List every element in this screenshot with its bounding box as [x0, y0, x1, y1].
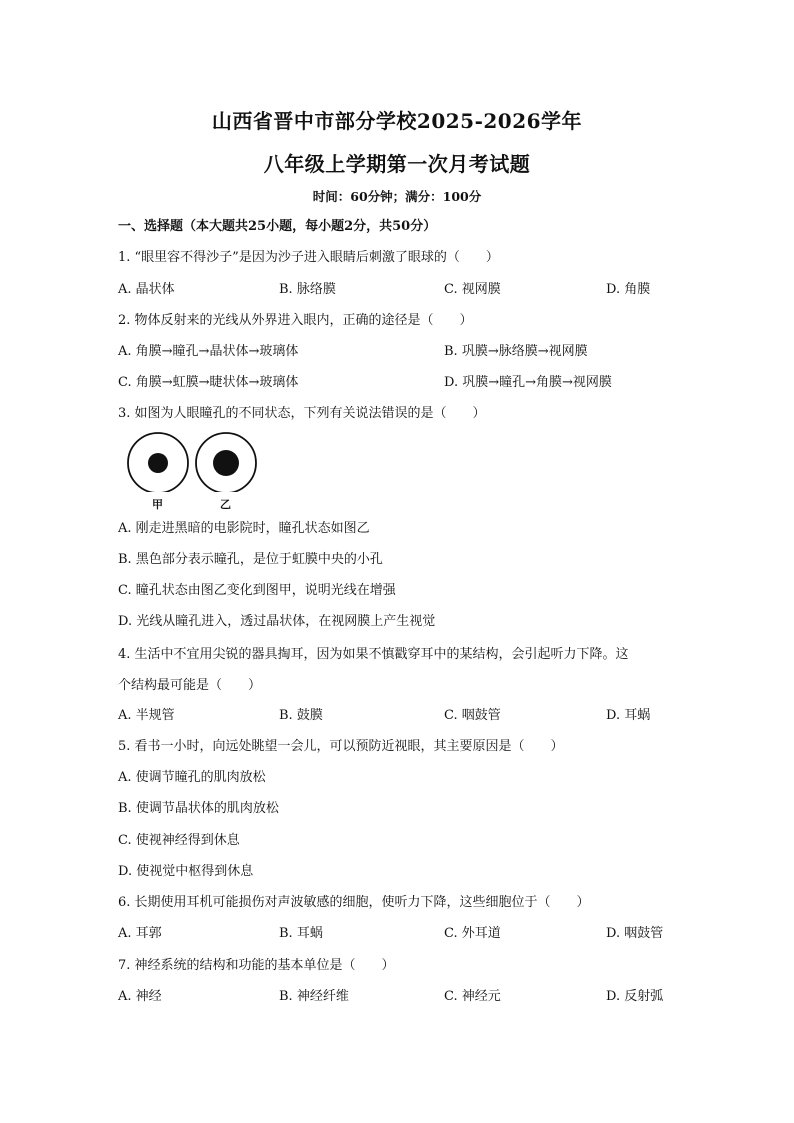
q6-option-d: D. 咽鼓管 [606, 926, 664, 941]
q1-option-b: B. 脉络膜 [279, 282, 336, 297]
q7-option-b: B. 神经纤维 [279, 989, 349, 1004]
q4-option-d: D. 耳蜗 [606, 708, 651, 723]
q2-option-a: A. 角膜→瞳孔→晶状体→玻璃体 [118, 344, 299, 359]
q5-option-d: D. 使视觉中枢得到休息 [118, 864, 254, 879]
question-4-stem-line2: 个结构最可能是（ ） [118, 678, 262, 693]
q3-option-d: D. 光线从瞳孔进入，透过晶状体，在视网膜上产生视觉 [118, 614, 436, 629]
exam-title-line2: 八年级上学期第一次月考试题 [263, 152, 531, 176]
pupil-yi [213, 450, 239, 476]
q5-option-c: C. 使视神经得到休息 [118, 833, 240, 848]
section-heading: 一、选择题（本大题共25小题，每小题2分，共50分） [118, 219, 437, 234]
q7-option-d: D. 反射弧 [606, 989, 664, 1004]
figure-label-yi: 乙 [220, 498, 231, 511]
q6-option-b: B. 耳蜗 [279, 926, 323, 941]
q2-option-d: D. 巩膜→瞳孔→角膜→视网膜 [444, 375, 612, 390]
q7-option-c: C. 神经元 [444, 989, 501, 1004]
figure-label-jia: 甲 [152, 498, 163, 511]
q5-option-a: A. 使调节瞳孔的肌肉放松 [118, 770, 266, 785]
pupil-figure [126, 432, 266, 512]
q4-option-b: B. 鼓膜 [279, 708, 323, 723]
pupil-diagram [126, 432, 266, 492]
q4-option-c: C. 咽鼓管 [444, 708, 501, 723]
question-2-stem: 2. 物体反射来的光线从外界进入眼内，正确的途径是（ ） [118, 313, 473, 328]
q2-option-c: C. 角膜→虹膜→睫状体→玻璃体 [118, 375, 299, 390]
q4-option-a: A. 半规管 [118, 708, 175, 723]
question-7-stem: 7. 神经系统的结构和功能的基本单位是（ ） [118, 958, 395, 973]
question-6-stem: 6. 长期使用耳机可能损伤对声波敏感的细胞，使听力下降，这些细胞位于（ ） [118, 895, 590, 910]
question-5-stem: 5. 看书一小时，向远处眺望一会儿，可以预防近视眼，其主要原因是（ ） [118, 739, 564, 754]
q6-option-a: A. 耳郭 [118, 926, 162, 941]
q5-option-b: B. 使调节晶状体的肌肉放松 [118, 801, 279, 816]
q3-option-b: B. 黑色部分表示瞳孔，是位于虹膜中央的小孔 [118, 552, 383, 567]
q7-option-a: A. 神经 [118, 989, 162, 1004]
q1-option-a: A. 晶状体 [118, 282, 175, 297]
pupil-jia [148, 453, 168, 473]
q1-option-c: C. 视网膜 [444, 282, 501, 297]
q6-option-c: C. 外耳道 [444, 926, 501, 941]
exam-time-score: 时间：60分钟；满分：100分 [312, 189, 482, 204]
exam-title-line1: 山西省晋中市部分学校2025-2026学年 [211, 109, 583, 133]
question-1-stem: 1. “眼里容不得沙子”是因为沙子进入眼睛后刺激了眼球的（ ） [118, 250, 499, 265]
q1-option-d: D. 角膜 [606, 282, 651, 297]
q3-option-c: C. 瞳孔状态由图乙变化到图甲，说明光线在增强 [118, 583, 396, 598]
question-3-stem: 3. 如图为人眼瞳孔的不同状态，下列有关说法错误的是（ ） [118, 406, 486, 421]
question-4-stem-line1: 4. 生活中不宜用尖锐的器具掏耳，因为如果不慎戳穿耳中的某结构，会引起听力下降。这 [118, 647, 629, 662]
q3-option-a: A. 刚走进黑暗的电影院时，瞳孔状态如图乙 [118, 521, 370, 536]
q2-option-b: B. 巩膜→脉络膜→视网膜 [444, 344, 588, 359]
